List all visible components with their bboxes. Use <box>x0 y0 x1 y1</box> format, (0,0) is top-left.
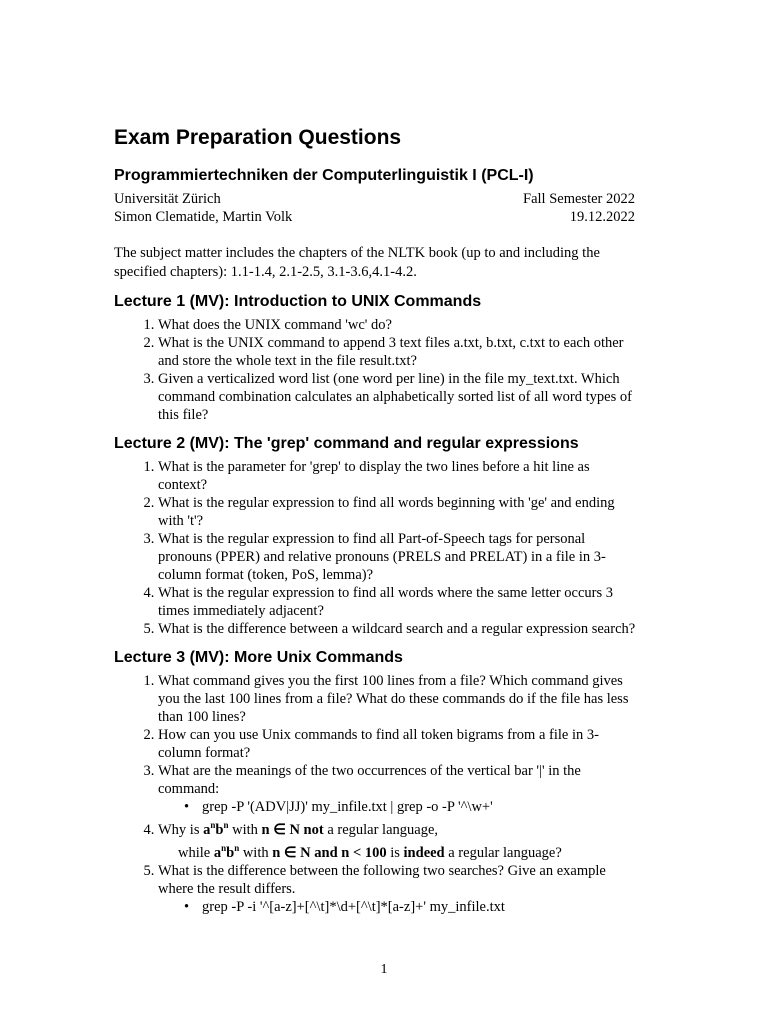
meta-row-1 <box>114 190 639 208</box>
date: 19.12.2022 <box>569 209 635 225</box>
command-list <box>158 798 639 816</box>
question-text: What is the difference between the following two searches? Give an example where the result differs. <box>158 862 606 897</box>
indeed-word: indeed <box>403 844 445 861</box>
lecture-1-title: Lecture 1 (MV): Introduction to UNIX Commands <box>114 293 482 310</box>
list-item <box>158 862 639 916</box>
command-list <box>158 898 639 916</box>
condition-1: n ∈ N not <box>261 821 324 838</box>
list-item <box>158 762 639 816</box>
list-item: 3. What is the regular expression to find all Part-of-Speech tags for personal pronouns (PPER) and relative pronouns (PRELS and PRELAT) in a file in 3-column format (token, PoS, lemma)? <box>158 530 639 584</box>
page-number: 1 <box>380 962 388 977</box>
intro-paragraph: The subject matter includes the chapters of the NLTK book (up to and including the specified chapters): 1.1-1.4, 2.1-2.5, 3.1-3.6,4.1-4.2. <box>114 245 600 280</box>
course-title: Programmiertechniken der Computerlinguistik I (PCL-I) <box>114 167 534 184</box>
q4-continuation: while $a^nb^n$ with n ∈ N and n < 100 is indeed a regular language? <box>178 842 562 861</box>
q4-text: with <box>228 821 262 838</box>
lecture-1-questions <box>114 316 639 424</box>
authors: Simon Clematide, Martin Volk <box>114 209 293 225</box>
list-item: 1. What does the UNIX command 'wc' do? <box>158 316 639 334</box>
university: Universität Zürich <box>114 191 221 207</box>
list-item: 2. What is the regular expression to find all words beginning with 'ge' and ending with 't'? <box>158 494 639 530</box>
list-item: 3. Given a verticalized word list (one word per line) in the file my_text.txt. Which command combination calculates an alphabetically sorted list of all word types of this file? <box>158 370 639 424</box>
lecture-3-title: Lecture 3 (MV): More Unix Commands <box>114 649 403 666</box>
lecture-3-questions <box>114 672 639 916</box>
q4-text: Why is <box>158 821 204 838</box>
command-item: • grep -P -i '^[a-z]+[^\t]*\d+[^\t]*[a-z]+' my_infile.txt <box>172 898 639 916</box>
semester: Fall Semester 2022 <box>523 191 635 207</box>
condition-2: n ∈ N and n < 100 <box>272 844 387 861</box>
list-item: 4. What is the regular expression to find all words where the same letter occurs 3 times immediately adjacent? <box>158 584 639 620</box>
q4-text: a regular language, <box>323 821 439 838</box>
lecture-2-questions <box>114 458 639 638</box>
list-item: 1. What is the parameter for 'grep' to display the two lines before a hit line as context? <box>158 458 639 494</box>
command-item: • grep -P '(ADV|JJ)' my_infile.txt | grep -o -P '^\w+' <box>172 798 639 816</box>
list-item: 1. What command gives you the first 100 lines from a file? Which command gives you the last 100 lines from a file? What do these commands do if the file has less than 100 lines? <box>158 672 639 726</box>
list-item <box>158 816 639 862</box>
anbn-expression: $a^nb^n$ <box>203 820 229 838</box>
page-title: Exam Preparation Questions <box>114 126 402 149</box>
question-text: What are the meanings of the two occurrences of the vertical bar '|' in the command: <box>158 763 581 797</box>
list-item: 2. How can you use Unix commands to find all token bigrams from a file in 3-column format? <box>158 726 639 762</box>
lecture-2-title: Lecture 2 (MV): The 'grep' command and regular expressions <box>114 435 579 452</box>
meta-row-2 <box>114 208 639 226</box>
list-item: 2. What is the UNIX command to append 3 text files a.txt, b.txt, c.txt to each other and store the whole text in the file result.txt? <box>158 334 639 370</box>
document-page <box>114 124 639 926</box>
list-item: 5. What is the difference between a wildcard search and a regular expression search? <box>158 620 639 638</box>
